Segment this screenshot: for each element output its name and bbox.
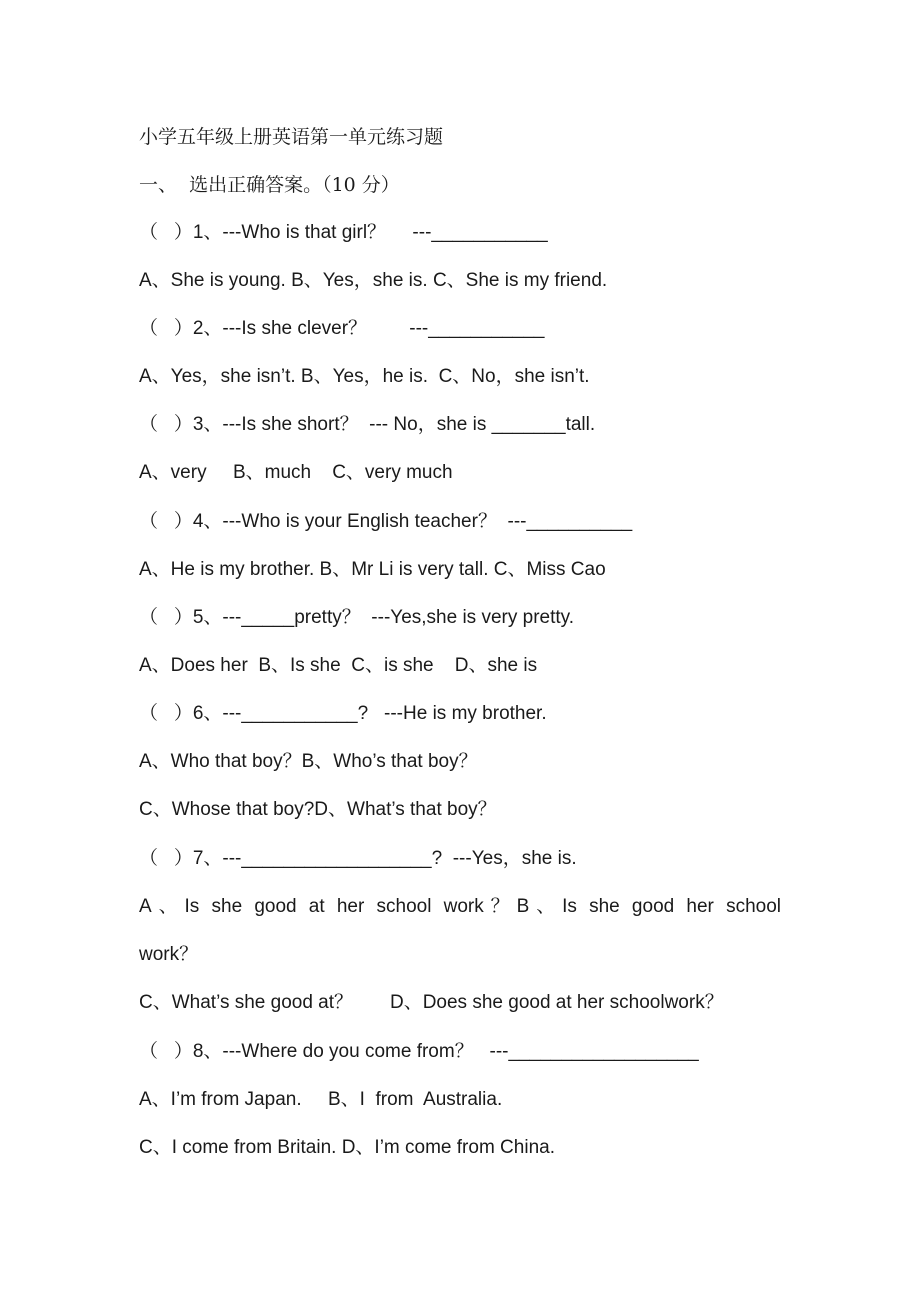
question-7-options-cd: C、What’s she good at？ D、Does she good at her schoolwork？ bbox=[139, 992, 724, 1013]
question-8: （ ）8、---Where do you come from？ ---__________________ bbox=[139, 1041, 699, 1062]
question-8-options-cd: C、I come from Britain. D、I’m come from China. bbox=[139, 1137, 555, 1158]
question-4: （ ）4、---Who is your English teacher？ ---__________ bbox=[139, 511, 633, 532]
page-title: 小学五年级上册英语第一单元练习题 bbox=[139, 126, 444, 148]
question-7: （ ）7、---__________________? ---Yes，she is. bbox=[139, 848, 577, 869]
question-3-options: A、very B、much C、very much bbox=[139, 462, 453, 483]
question-2: （ ）2、---Is she clever？ ---___________ bbox=[139, 318, 545, 339]
question-7-options-ab-wrap: work？ bbox=[139, 944, 199, 965]
question-8-options-ab: A、I’m from Japan. B、I from Australia. bbox=[139, 1089, 503, 1110]
question-6: （ ）6、---___________? ---He is my brother. bbox=[139, 703, 547, 724]
question-7-options-ab: A、Is she good at her school work？B、Is she good her school bbox=[139, 896, 781, 917]
section-heading: 一、 选出正确答案。（10 分） bbox=[139, 174, 400, 196]
question-4-options: A、He is my brother. B、Mr Li is very tall. C、Miss Cao bbox=[139, 559, 606, 580]
question-1: （ ）1、---Who is that girl？ ---___________ bbox=[139, 222, 548, 243]
question-6-options-ab: A、Who that boy？B、Who’s that boy？ bbox=[139, 751, 478, 772]
question-5-options: A、Does her B、Is she C、is she D、she is bbox=[139, 655, 538, 676]
question-3: （ ）3、---Is she short？ --- No，she is _______tall. bbox=[139, 414, 596, 435]
question-1-options: A、She is young. B、Yes，she is. C、She is my friend. bbox=[139, 270, 608, 291]
question-5: （ ）5、---_____pretty？ ---Yes,she is very pretty. bbox=[139, 607, 575, 628]
question-6-options-cd: C、Whose that boy?D、What’s that boy？ bbox=[139, 799, 497, 820]
question-2-options: A、Yes，she isn’t. B、Yes，he is. C、No，she isn’t. bbox=[139, 366, 590, 387]
